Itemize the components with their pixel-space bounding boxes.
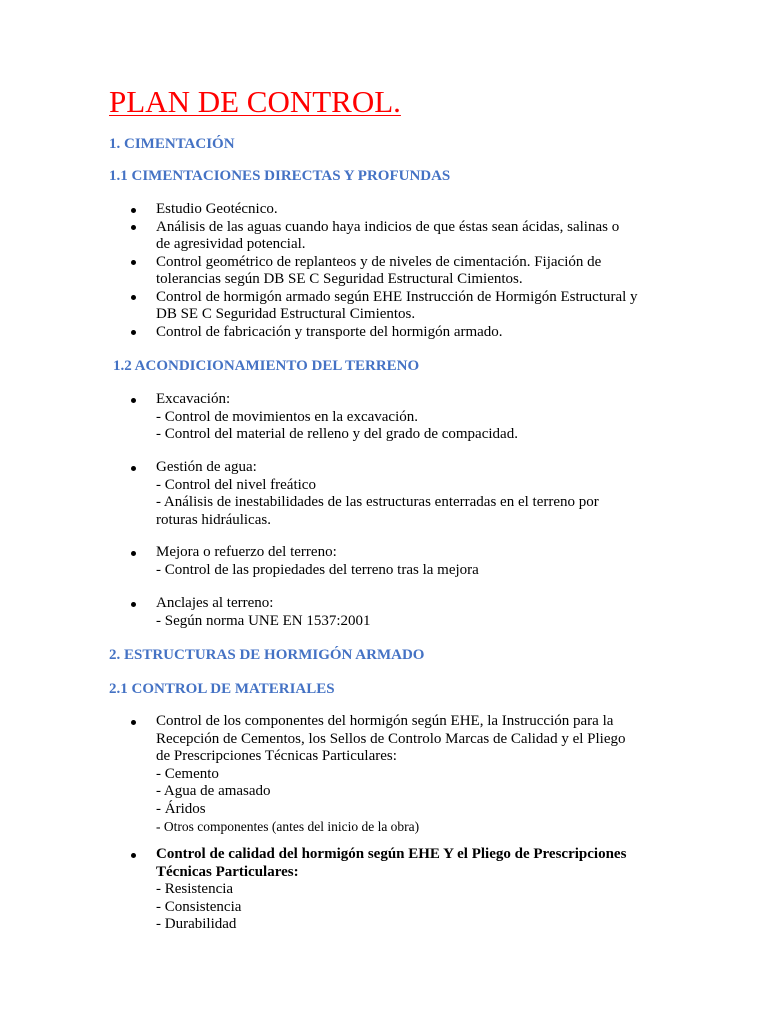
- list-item-text: - Cemento: [156, 765, 219, 782]
- heading-cimentaciones-directas: 1.1 CIMENTACIONES DIRECTAS Y PROFUNDAS: [109, 168, 451, 184]
- list-item: [0, 595, 371, 630]
- list-item-text: de Prescripciones Técnicas Particulares:: [156, 748, 397, 764]
- list-item-text: - Control de las propiedades del terreno tras la mejora: [156, 561, 479, 578]
- list-item-text: - Áridos: [156, 800, 206, 817]
- list-item-text: Estudio Geotécnico.: [156, 201, 278, 217]
- list-item: [0, 713, 626, 836]
- list-item-text: Mejora o refuerzo del terreno:: [156, 544, 337, 560]
- list-item: [0, 324, 638, 342]
- list-item-text: Control de hormigón armado según EHE Instrucción de Hormigón Estructural y: [156, 288, 638, 305]
- list-anclajes: [0, 595, 371, 630]
- list-item-text: Anclajes al terreno:: [156, 595, 274, 611]
- list-item-text: Excavación:: [156, 391, 231, 407]
- list-item-text: Control de los componentes del hormigón según EHE, la Instrucción para la: [156, 713, 614, 729]
- list-item-text: Control de calidad del hormigón según EHE Y el Pliego de Prescripciones: [156, 846, 627, 862]
- list-item: [0, 289, 638, 324]
- list-item: [0, 219, 638, 254]
- list-componentes-hormigon: [0, 713, 626, 836]
- list-item-text: DB SE C Seguridad Estructural Cimientos.: [156, 306, 416, 322]
- list-item-text: Gestión de agua:: [156, 459, 257, 475]
- list-item: [0, 201, 638, 219]
- list-item-text: Recepción de Cementos, los Sellos de Controlo Marcas de Calidad y el Pliego: [156, 730, 626, 747]
- list-item-text: - Según norma UNE EN 1537:2001: [156, 612, 371, 629]
- heading-estructuras-hormigon: 2. ESTRUCTURAS DE HORMIGÓN ARMADO: [109, 647, 425, 663]
- list-excavacion: [0, 391, 518, 444]
- list-item-text: - Control de movimientos en la excavación.: [156, 408, 419, 425]
- list-item-text: - Control del nivel freático: [156, 476, 316, 493]
- heading-cimentacion: 1. CIMENTACIÓN: [109, 136, 235, 152]
- heading-control-materiales: 2.1 CONTROL DE MATERIALES: [109, 681, 335, 697]
- list-item-text: roturas hidráulicas.: [156, 511, 271, 528]
- list-mejora-terreno: [0, 544, 479, 579]
- page-title: PLAN DE CONTROL.: [109, 84, 401, 119]
- list-cimentaciones-directas: [0, 201, 638, 341]
- list-item-text: - Consistencia: [156, 898, 242, 915]
- list-item-text: Control geométrico de replanteos y de niveles de cimentación. Fijación de: [156, 253, 602, 270]
- list-item: [0, 846, 626, 934]
- heading-acondicionamiento-terreno: 1.2 ACONDICIONAMIENTO DEL TERRENO: [113, 358, 420, 374]
- list-item-text: - Control del material de relleno y del grado de compacidad.: [156, 426, 518, 442]
- list-gestion-agua: [0, 459, 599, 529]
- list-item-text: - Resistencia: [156, 881, 234, 897]
- list-item-text: de agresividad potencial.: [156, 236, 306, 252]
- list-item: [0, 391, 518, 444]
- list-item-text: - Análisis de inestabilidades de las estructuras enterradas en el terreno por: [156, 494, 599, 510]
- list-item: [0, 254, 638, 289]
- list-item-text: Análisis de las aguas cuando haya indicios de que éstas sean ácidas, salinas o: [156, 218, 620, 235]
- list-item: [0, 544, 479, 579]
- list-calidad-hormigon: [0, 846, 626, 934]
- list-item-text: Control de fabricación y transporte del hormigón armado.: [156, 323, 503, 340]
- list-item-text: tolerancias según DB SE C Seguridad Estructural Cimientos.: [156, 271, 523, 287]
- list-item: [0, 459, 599, 529]
- list-item-text: Técnicas Particulares:: [156, 863, 299, 880]
- list-item-text: - Agua de amasado: [156, 783, 271, 799]
- list-item-text: - Durabilidad: [156, 916, 237, 932]
- list-item-text: - Otros componentes (antes del inicio de la obra): [156, 819, 420, 834]
